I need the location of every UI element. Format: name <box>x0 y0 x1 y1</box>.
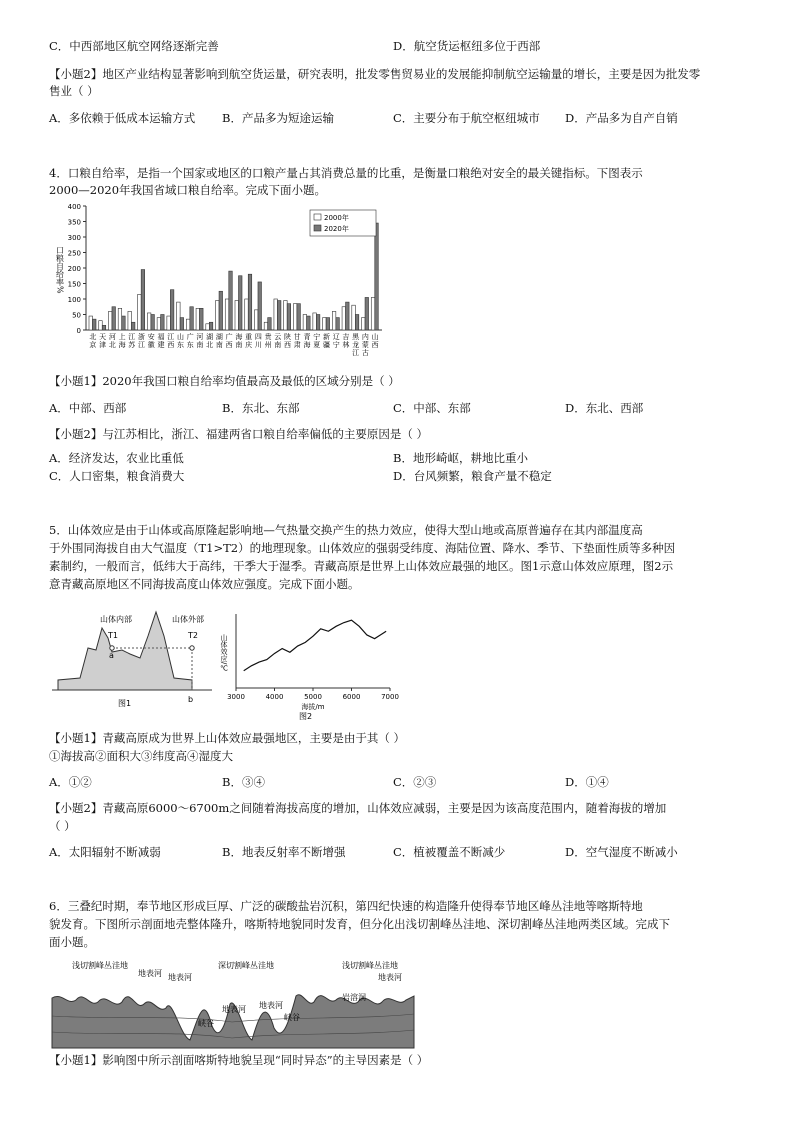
q4-stem: 4．口粮自给率，是指一个国家或地区的口粮产量占其消费总量的比重，是衡量口粮绝对安全的最关键指标。下图表示 <box>49 166 643 180</box>
gorge-label: 峡谷 <box>198 1019 214 1028</box>
q4-sub2: 【小题2】与江苏相比，浙江、福建两省口粮自给率偏低的主要原因是（ ） <box>49 427 428 441</box>
x-tick-label: 宁 <box>332 341 340 349</box>
bar-2020 <box>200 308 204 330</box>
x-tick-label: 州 <box>264 341 272 349</box>
x-tick-label: 7000 <box>381 693 399 701</box>
bar-2000 <box>293 304 297 330</box>
x-tick-label: 吉 <box>342 333 350 341</box>
deep-label: 深切割峰丛洼地 <box>218 961 274 970</box>
option-d: D．①④ <box>565 775 609 789</box>
bar-2000 <box>313 313 317 330</box>
bar-2020 <box>180 318 184 330</box>
x-tick-label: 北 <box>206 341 214 349</box>
x-tick-label: 南 <box>215 341 223 349</box>
option-c: C．人口密集，粮食消费大 <box>49 469 185 483</box>
x-tick-label: 疆 <box>322 341 330 349</box>
option-c: C．中部、东部 <box>393 401 471 415</box>
bar-2020 <box>209 322 213 330</box>
bar-2000 <box>303 315 307 331</box>
x-tick-label: 徽 <box>147 341 155 349</box>
fig1-caption: 图1 <box>118 699 132 708</box>
bar-2000 <box>89 316 93 330</box>
bar-2000 <box>274 299 278 330</box>
x-tick-label: 安 <box>147 333 155 341</box>
bar-2020 <box>151 315 155 331</box>
bar-2020 <box>268 318 272 330</box>
bar-2020 <box>141 270 145 330</box>
bar-2000 <box>157 318 161 330</box>
option-d: D．台风频繁，粮食产量不稳定 <box>393 469 552 483</box>
x-tick-label: 贵 <box>264 333 272 341</box>
bar-2020 <box>287 304 291 330</box>
shallow-label-left: 浅切割峰丛洼地 <box>72 961 128 970</box>
karst-profile-diagram <box>52 956 414 1048</box>
y-axis-label: 口粮自给率% <box>55 246 65 294</box>
bar-2000 <box>186 319 190 330</box>
question-text: 售业（ ） <box>49 84 99 98</box>
x-tick-label: 云 <box>274 333 282 341</box>
q5-stem: 意青藏高原地区不同海拔高度山体效应强度。完成下面小题。 <box>49 577 360 591</box>
y-tick-label: 250 <box>67 249 81 258</box>
bar-2020 <box>258 282 262 330</box>
food-self-sufficiency-bar-chart <box>52 200 392 370</box>
bar-2000 <box>108 311 112 330</box>
bar-2020 <box>375 223 379 330</box>
x-tick-label: 甘 <box>293 333 301 341</box>
gorge-label: 峡谷 <box>284 1013 300 1022</box>
q5-sub2: （ ） <box>49 819 76 833</box>
t2-label: T2 <box>188 631 198 640</box>
legend-swatch-2020 <box>314 225 321 231</box>
bar-2020 <box>112 307 116 330</box>
option-d: D．航空货运枢纽多位于西部 <box>393 39 541 53</box>
x-tick-label: 浙 <box>138 333 146 341</box>
bar-2020 <box>170 290 174 330</box>
x-tick-label: 内 <box>361 333 369 341</box>
t1-label: T1 <box>108 631 118 640</box>
x-tick-label: 南 <box>196 341 204 349</box>
bar-2020 <box>248 274 252 330</box>
x-tick-label: 海 <box>235 333 243 341</box>
x-tick-label: 西 <box>371 341 379 349</box>
x-tick-label: 重 <box>245 333 253 341</box>
option-a: A．经济发达，农业比重低 <box>49 451 184 465</box>
x-tick-label: 江 <box>128 333 136 341</box>
bar-2020 <box>122 316 126 330</box>
bar-2000 <box>225 299 229 330</box>
q5-stem: 素制约，一般而言，低纬大于高纬，干季大于湿季。青藏高原是世界上山体效应最强的地区。图1示意山体效应原理，图2示 <box>49 559 674 573</box>
x-tick-label: 夏 <box>313 341 321 349</box>
x-tick-label: 南 <box>235 341 243 349</box>
bar-2020 <box>316 315 320 331</box>
bar-2000 <box>128 311 132 330</box>
x-tick-label: 4000 <box>265 693 284 701</box>
x-tick-label: 湖 <box>215 333 223 341</box>
x-tick-label: 四 <box>254 333 262 341</box>
q5-sub2: 【小题2】青藏高原6000～6700m之间随着海拔高度的增加，山体效应减弱，主要是因为该高度范围内，随着海拔的增加 <box>49 801 667 815</box>
q5-sub1-items: ①海拔高②面积大③纬度高④湿度大 <box>49 749 233 763</box>
y-tick-label: 0 <box>76 327 81 335</box>
q5-stem: 于外围同海拔自由大气温度（T1>T2）的地理现象。山体效应的强弱受纬度、海陆位置、降水、季节、下垫面性质等多种因 <box>49 541 676 555</box>
q5-sub1: 【小题1】青藏高原成为世界上山体效应最强地区，主要是由于其（ ） <box>49 731 405 745</box>
y-tick-label: 300 <box>67 234 81 242</box>
bar-2000 <box>284 301 288 330</box>
bar-2000 <box>371 297 375 330</box>
bar-2020 <box>229 271 233 330</box>
bar-2020 <box>277 301 281 330</box>
option-c: C．②③ <box>393 775 437 789</box>
mountain-effect-diagram <box>52 608 222 708</box>
x-tick-label: 湖 <box>206 333 214 341</box>
surface-river-label: 地表河 <box>259 1001 283 1010</box>
option-b: B．地表反射率不断增强 <box>222 845 346 859</box>
legend-swatch-2000 <box>314 214 321 220</box>
x-tick-label: 广 <box>186 333 194 341</box>
x-tick-label: 北 <box>108 341 116 349</box>
surface-river-label: 地表河 <box>222 1005 246 1014</box>
shallow-label-right: 浅切割峰丛洼地 <box>342 961 398 970</box>
x-tick-label: 天 <box>99 333 107 341</box>
bar-2000 <box>177 302 181 330</box>
q5-stem: 5．山体效应是由于山体或高原隆起影响地—气热量交换产生的热力效应，使得大型山地或高原普遍存在其内部温度高 <box>49 523 643 537</box>
a-label: a <box>109 651 114 660</box>
mountain-effect-line <box>244 620 386 671</box>
bar-2020 <box>346 302 350 330</box>
x-tick-label: 河 <box>108 333 116 341</box>
option-b: B．东北、东部 <box>222 401 300 415</box>
bar-2020 <box>219 291 223 330</box>
bar-2000 <box>196 308 200 330</box>
bar-2000 <box>216 301 220 330</box>
bar-2000 <box>99 321 103 330</box>
surface-river-label: 地表河 <box>138 969 162 978</box>
option-d: D．东北、西部 <box>565 401 644 415</box>
q6-stem: 貌发育。下图所示剖面地壳整体隆升，喀斯特地貌同时发育，但分化出浅切割峰丛洼地、深切割峰丛洼地两类区域。完成下 <box>49 917 670 931</box>
bar-2000 <box>138 294 142 330</box>
x-tick-label: 江 <box>167 333 175 341</box>
x-tick-label: 江 <box>138 341 146 349</box>
y-tick-label: 150 <box>67 280 81 289</box>
bar-2000 <box>167 316 171 330</box>
option-c: C．主要分布于航空枢纽城市 <box>393 111 540 125</box>
option-a: A．中部、西部 <box>49 401 127 415</box>
x-tick-label: 北 <box>89 333 97 341</box>
x-tick-label: 东 <box>176 341 184 349</box>
x-tick-label: 庆 <box>245 341 253 349</box>
fig2-caption: 图2 <box>299 712 313 721</box>
x-tick-label: 山 <box>371 333 379 341</box>
x-tick-label: 河 <box>196 333 204 341</box>
x-tick-label: 宁 <box>313 333 321 341</box>
bar-2020 <box>326 318 330 330</box>
bar-2020 <box>307 316 311 330</box>
bar-2000 <box>235 301 239 330</box>
b-label: b <box>188 695 194 704</box>
x-axis-label: 海拔/m <box>301 703 325 711</box>
bar-2000 <box>362 318 366 330</box>
x-tick-label: 古 <box>361 349 369 357</box>
bar-2000 <box>206 324 210 330</box>
x-tick-label: 川 <box>254 341 262 349</box>
x-tick-label: 龙 <box>352 341 360 349</box>
bar-2020 <box>336 318 340 330</box>
surface-river-label: 地表河 <box>378 973 402 982</box>
bar-2000 <box>264 322 268 330</box>
option-a: A．太阳辐射不断减弱 <box>49 845 161 859</box>
option-c: C．植被覆盖不断减少 <box>393 845 506 859</box>
x-tick-label: 山 <box>176 333 184 341</box>
bar-2000 <box>342 307 346 330</box>
option-d: D．产品多为自产自销 <box>565 111 678 125</box>
bar-2020 <box>161 315 165 331</box>
option-c: C．中西部地区航空网络逐渐完善 <box>49 39 219 53</box>
mountain-effect-line-chart <box>222 610 402 720</box>
x-tick-label: 6000 <box>342 693 361 701</box>
y-axis-label: 山体效应/℃ <box>220 634 228 673</box>
x-tick-label: 西 <box>167 341 175 349</box>
x-tick-label: 西 <box>225 341 233 349</box>
karst-cave-label: 岩溶洞 <box>342 993 366 1002</box>
x-tick-label: 新 <box>322 333 330 341</box>
x-tick-label: 辽 <box>332 333 340 341</box>
q4-sub1: 【小题1】2020年我国口粮自给率均值最高及最低的区域分别是（ ） <box>49 374 400 388</box>
y-tick-label: 350 <box>67 218 81 227</box>
x-tick-label: 林 <box>342 341 350 349</box>
bar-2020 <box>239 276 243 330</box>
bar-2000 <box>254 310 258 330</box>
bar-2000 <box>323 318 327 330</box>
x-tick-label: 津 <box>99 341 107 349</box>
legend-label-2000: 2000年 <box>324 214 349 222</box>
x-tick-label: 广 <box>225 333 233 341</box>
surface-river-label: 地表河 <box>168 973 192 982</box>
x-tick-label: 青 <box>303 333 311 341</box>
q6-stem: 6．三叠纪时期，奉节地区形成巨厚、广泛的碳酸盐岩沉积，第四纪快速的构造隆升使得奉节地区峰丛洼地等喀斯特地 <box>49 899 643 913</box>
y-tick-label: 50 <box>72 311 81 320</box>
bar-2000 <box>245 299 249 330</box>
y-tick-label: 400 <box>67 203 81 211</box>
inner-label: 山体内部 <box>100 615 132 624</box>
legend-label-2020: 2020年 <box>324 225 349 233</box>
bar-2020 <box>190 307 194 330</box>
x-tick-label: 陕 <box>284 333 292 341</box>
outer-label: 山体外部 <box>172 615 204 624</box>
x-tick-label: 东 <box>186 341 194 349</box>
option-b: B．地形崎岖，耕地比重小 <box>393 451 528 465</box>
bar-2020 <box>131 322 135 330</box>
question-text: 【小题2】地区产业结构显著影响到航空货运量，研究表明，批发零售贸易业的发展能抑制航空运输量的增长，主要是因为批发零 <box>49 67 701 81</box>
x-tick-label: 海 <box>118 341 126 349</box>
bar-2020 <box>297 304 301 330</box>
option-a: A．多依赖于低成本运输方式 <box>49 111 196 125</box>
x-tick-label: 京 <box>89 341 97 349</box>
x-tick-label: 黑 <box>352 333 360 341</box>
x-tick-label: 上 <box>118 333 126 341</box>
option-d: D．空气湿度不断减小 <box>565 845 678 859</box>
bar-2020 <box>355 315 359 331</box>
x-tick-label: 蒙 <box>361 341 369 349</box>
bar-2000 <box>147 313 151 330</box>
bar-2000 <box>118 308 122 330</box>
bar-2020 <box>102 325 106 330</box>
x-tick-label: 建 <box>157 341 165 349</box>
q6-sub1: 【小题1】影响图中所示剖面喀斯特地貌呈现“同时异态”的主导因素是（ ） <box>49 1053 429 1067</box>
x-tick-label: 5000 <box>304 693 322 701</box>
x-tick-label: 南 <box>274 341 282 349</box>
x-tick-label: 福 <box>157 333 165 341</box>
bar-2020 <box>93 319 97 330</box>
y-tick-label: 100 <box>67 296 81 304</box>
x-tick-label: 海 <box>303 341 311 349</box>
q4-stem: 2000—2020年我国省域口粮自给率。完成下面小题。 <box>49 183 327 197</box>
y-tick-label: 200 <box>67 265 81 273</box>
option-a: A．①② <box>49 775 92 789</box>
x-tick-label: 江 <box>352 349 360 357</box>
option-b: B．产品多为短途运输 <box>222 111 334 125</box>
x-tick-label: 3000 <box>227 693 245 701</box>
bar-2000 <box>352 305 356 330</box>
bar-2000 <box>332 311 336 330</box>
q6-stem: 面小题。 <box>49 935 95 949</box>
bar-2020 <box>365 297 369 330</box>
x-tick-label: 肃 <box>293 341 301 349</box>
option-b: B．③④ <box>222 775 265 789</box>
x-tick-label: 苏 <box>128 341 136 349</box>
x-tick-label: 西 <box>284 341 292 349</box>
